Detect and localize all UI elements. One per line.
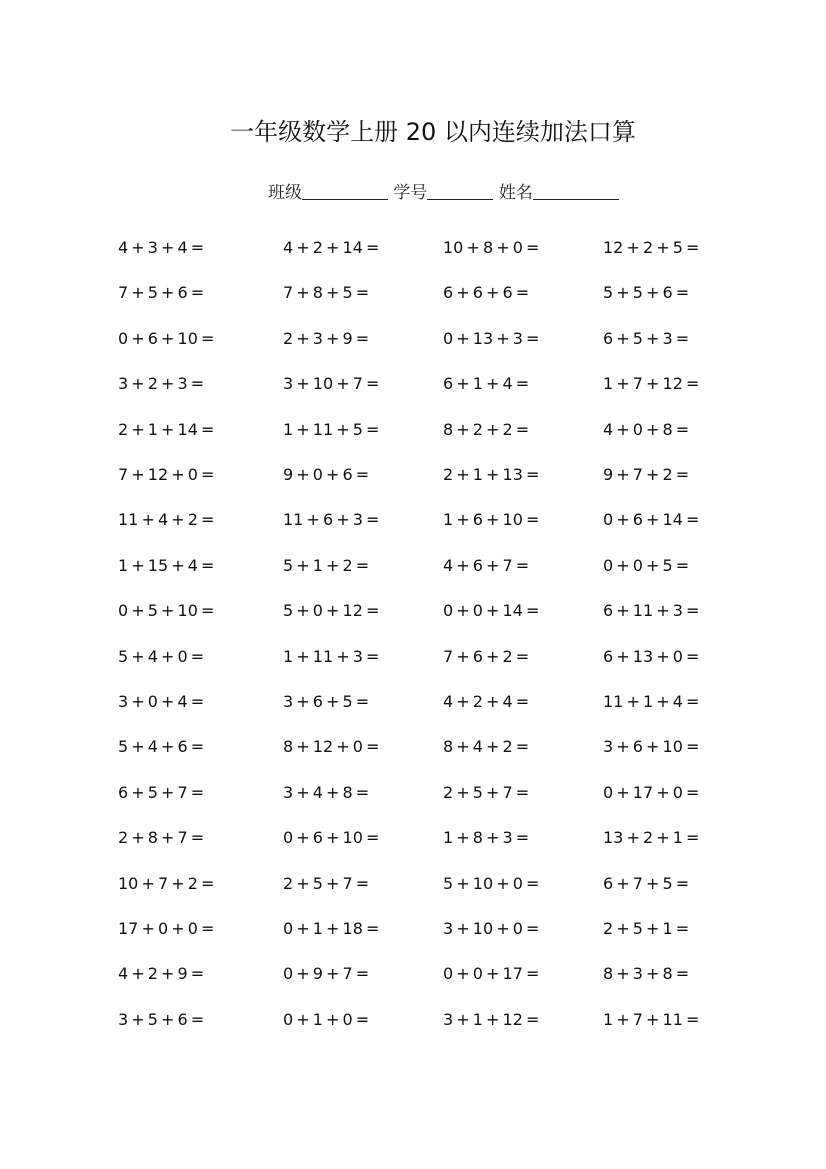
problem-item: 3 + 1 + 12 =	[443, 1010, 540, 1029]
problem-item: 8 + 12 + 0 =	[283, 737, 380, 756]
problem-item: 1 + 7 + 11 =	[603, 1010, 700, 1029]
problem-item: 11 + 1 + 4 =	[603, 692, 700, 711]
problem-row	[0, 510, 826, 534]
problem-item: 4 + 3 + 4 =	[118, 238, 205, 257]
problem-item: 6 + 5 + 7 =	[118, 783, 205, 802]
problem-item: 7 + 6 + 2 =	[443, 647, 530, 666]
problem-item: 12 + 2 + 5 =	[603, 238, 700, 257]
problem-item: 2 + 5 + 7 =	[283, 874, 370, 893]
problem-item: 0 + 0 + 17 =	[443, 964, 540, 983]
problem-row	[0, 420, 826, 444]
class-blank[interactable]	[302, 181, 388, 200]
problem-item: 6 + 11 + 3 =	[603, 601, 700, 620]
problem-item: 5 + 4 + 6 =	[118, 737, 205, 756]
problem-item: 3 + 6 + 5 =	[283, 692, 370, 711]
problem-item: 5 + 4 + 0 =	[118, 647, 205, 666]
problem-row	[0, 828, 826, 852]
problem-item: 0 + 1 + 0 =	[283, 1010, 370, 1029]
problem-row	[0, 737, 826, 761]
problem-row	[0, 283, 826, 307]
name-label: 姓名	[498, 183, 533, 203]
problem-item: 17 + 0 + 0 =	[118, 919, 215, 938]
name-blank[interactable]	[533, 181, 619, 200]
problem-item: 5 + 5 + 6 =	[603, 283, 690, 302]
problem-item: 6 + 1 + 4 =	[443, 374, 530, 393]
problem-item: 1 + 8 + 3 =	[443, 828, 530, 847]
problem-row	[0, 329, 826, 353]
problem-item: 0 + 5 + 10 =	[118, 601, 215, 620]
problem-item: 3 + 5 + 6 =	[118, 1010, 205, 1029]
problem-item: 2 + 5 + 7 =	[443, 783, 530, 802]
problem-row	[0, 783, 826, 807]
problem-item: 1 + 11 + 3 =	[283, 647, 380, 666]
problem-item: 7 + 12 + 0 =	[118, 465, 215, 484]
problem-item: 8 + 2 + 2 =	[443, 420, 530, 439]
problem-item: 11 + 6 + 3 =	[283, 510, 380, 529]
problem-item: 3 + 0 + 4 =	[118, 692, 205, 711]
student-info-line	[268, 178, 619, 203]
problem-row	[0, 1010, 826, 1034]
problem-item: 2 + 1 + 13 =	[443, 465, 540, 484]
worksheet-title: 一年级数学上册 20 以内连续加法口算	[230, 118, 636, 146]
problem-item: 10 + 8 + 0 =	[443, 238, 540, 257]
problem-item: 7 + 8 + 5 =	[283, 283, 370, 302]
problem-item: 1 + 6 + 10 =	[443, 510, 540, 529]
problem-item: 0 + 1 + 18 =	[283, 919, 380, 938]
problem-item: 13 + 2 + 1 =	[603, 828, 700, 847]
problem-item: 6 + 13 + 0 =	[603, 647, 700, 666]
problem-row	[0, 692, 826, 716]
problem-item: 4 + 0 + 8 =	[603, 420, 690, 439]
problem-item: 5 + 10 + 0 =	[443, 874, 540, 893]
problem-item: 11 + 4 + 2 =	[118, 510, 215, 529]
problem-row	[0, 374, 826, 398]
problem-item: 3 + 10 + 0 =	[443, 919, 540, 938]
problem-item: 10 + 7 + 2 =	[118, 874, 215, 893]
problem-item: 8 + 3 + 8 =	[603, 964, 690, 983]
problem-item: 1 + 15 + 4 =	[118, 556, 215, 575]
problem-row	[0, 964, 826, 988]
problem-item: 0 + 6 + 10 =	[283, 828, 380, 847]
problem-item: 0 + 13 + 3 =	[443, 329, 540, 348]
problem-item: 9 + 7 + 2 =	[603, 465, 690, 484]
problem-item: 2 + 1 + 14 =	[118, 420, 215, 439]
problem-item: 0 + 9 + 7 =	[283, 964, 370, 983]
problem-item: 9 + 0 + 6 =	[283, 465, 370, 484]
number-label: 学号	[393, 183, 428, 203]
problem-item: 7 + 5 + 6 =	[118, 283, 205, 302]
problem-item: 6 + 7 + 5 =	[603, 874, 690, 893]
problem-item: 2 + 3 + 9 =	[283, 329, 370, 348]
problem-item: 4 + 6 + 7 =	[443, 556, 530, 575]
problem-item: 3 + 10 + 7 =	[283, 374, 380, 393]
problem-item: 2 + 5 + 1 =	[603, 919, 690, 938]
problem-item: 6 + 6 + 6 =	[443, 283, 530, 302]
problem-item: 5 + 0 + 12 =	[283, 601, 380, 620]
problem-item: 3 + 4 + 8 =	[283, 783, 370, 802]
problem-item: 2 + 8 + 7 =	[118, 828, 205, 847]
problem-item: 3 + 2 + 3 =	[118, 374, 205, 393]
problem-row	[0, 919, 826, 943]
problem-item: 5 + 1 + 2 =	[283, 556, 370, 575]
problem-row	[0, 556, 826, 580]
problem-item: 0 + 6 + 14 =	[603, 510, 700, 529]
problem-item: 4 + 2 + 14 =	[283, 238, 380, 257]
problem-item: 1 + 11 + 5 =	[283, 420, 380, 439]
problem-row	[0, 874, 826, 898]
class-label: 班级	[268, 183, 302, 203]
problem-item: 1 + 7 + 12 =	[603, 374, 700, 393]
problem-row	[0, 647, 826, 671]
problem-row	[0, 465, 826, 489]
problem-item: 8 + 4 + 2 =	[443, 737, 530, 756]
problem-item: 0 + 6 + 10 =	[118, 329, 215, 348]
problem-item: 3 + 6 + 10 =	[603, 737, 700, 756]
problem-item: 0 + 0 + 5 =	[603, 556, 690, 575]
problem-row	[0, 238, 826, 262]
number-blank[interactable]	[427, 181, 493, 200]
problem-item: 4 + 2 + 9 =	[118, 964, 205, 983]
problem-item: 6 + 5 + 3 =	[603, 329, 690, 348]
problem-item: 0 + 0 + 14 =	[443, 601, 540, 620]
problem-row	[0, 601, 826, 625]
problem-item: 0 + 17 + 0 =	[603, 783, 700, 802]
problem-item: 4 + 2 + 4 =	[443, 692, 530, 711]
